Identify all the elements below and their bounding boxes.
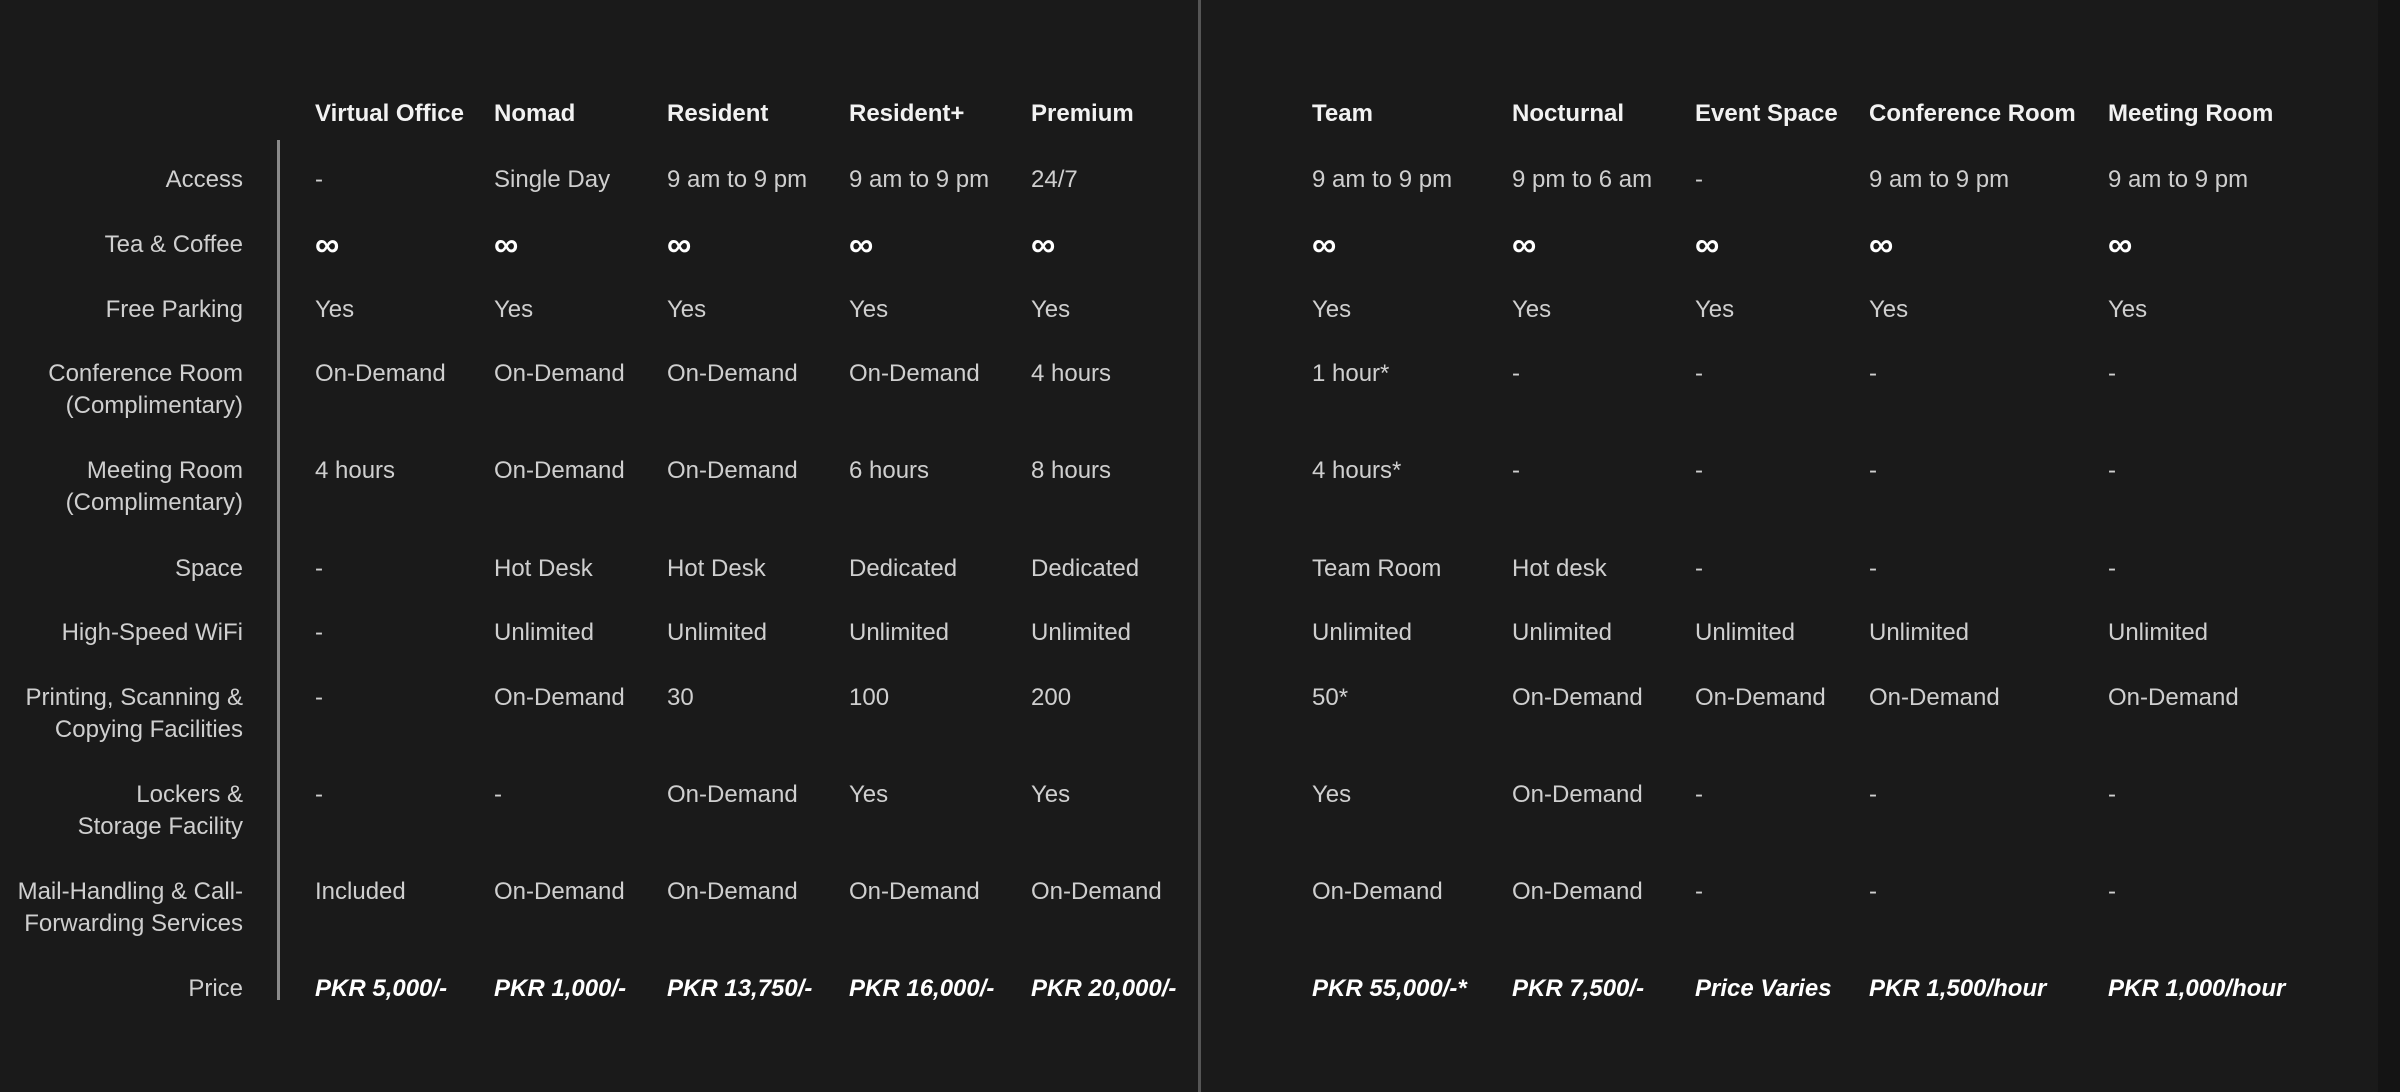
column-header-resident: Resident+ <box>849 100 965 127</box>
table-cell: Price Varies <box>1695 975 1832 1002</box>
infinity-icon: ∞ <box>494 226 519 264</box>
column-header-nomad: Nomad <box>494 100 576 127</box>
table-cell: Yes <box>667 296 707 323</box>
right-edge-band <box>2378 0 2400 1092</box>
table-cell: - <box>1695 878 1703 905</box>
row-label-tea-coffee <box>105 229 243 261</box>
table-cell: Unlimited <box>1512 619 1613 646</box>
table-cell: - <box>2108 360 2116 387</box>
column-header-premium: Premium <box>1031 100 1134 127</box>
row-label-line: Price <box>188 975 243 1002</box>
row-label-line: Access <box>165 166 243 193</box>
table-cell: Yes <box>849 781 889 808</box>
table-cell: Yes <box>1512 296 1552 323</box>
table-cell: 30 <box>667 684 694 711</box>
table-cell: Yes <box>315 296 355 323</box>
table-cell: 9 pm to 6 am <box>1512 166 1653 193</box>
table-cell: Hot desk <box>1512 555 1607 582</box>
table-cell: Unlimited <box>1312 619 1413 646</box>
row-label-line: Lockers & <box>136 781 243 808</box>
table-cell: 4 hours <box>315 457 396 484</box>
table-cell: - <box>315 619 323 646</box>
table-cell: PKR 55,000/-* <box>1312 975 1467 1002</box>
table-cell: PKR 20,000/- <box>1031 975 1177 1002</box>
table-cell: 9 am to 9 pm <box>2108 166 2249 193</box>
row-label-line: High-Speed WiFi <box>61 619 243 646</box>
table-cell: - <box>315 781 323 808</box>
table-cell: 4 hours <box>1031 360 1112 387</box>
infinity-icon: ∞ <box>315 226 340 264</box>
table-cell: On-Demand <box>494 684 625 711</box>
table-cell: On-Demand <box>667 360 798 387</box>
row-label-conference-room-complimentary <box>48 358 243 422</box>
center-divider <box>1198 0 1201 1092</box>
table-cell: Dedicated <box>1031 555 1140 582</box>
table-cell: Included <box>315 878 406 905</box>
row-label-meeting-room-complimentary <box>66 455 243 519</box>
table-cell: 50* <box>1312 684 1349 711</box>
table-cell: PKR 16,000/- <box>849 975 995 1002</box>
row-label-printing-scanning-copying-facilities <box>26 682 243 746</box>
table-cell: Single Day <box>494 166 611 193</box>
row-label-line: Conference Room <box>48 360 243 387</box>
table-cell: Hot Desk <box>667 555 766 582</box>
infinity-icon: ∞ <box>1695 226 1720 264</box>
table-cell: On-Demand <box>667 457 798 484</box>
table-cell: On-Demand <box>1869 684 2000 711</box>
table-cell: - <box>315 555 323 582</box>
table-cell: Yes <box>1312 781 1352 808</box>
table-cell: - <box>2108 781 2116 808</box>
table-cell: PKR 1,000/- <box>494 975 627 1002</box>
table-cell: Yes <box>1312 296 1352 323</box>
row-label-line: Space <box>174 555 243 582</box>
infinity-icon: ∞ <box>667 226 692 264</box>
table-cell: PKR 7,500/- <box>1512 975 1645 1002</box>
row-label-space <box>175 553 243 585</box>
table-cell: On-Demand <box>494 360 625 387</box>
column-header-nocturnal: Nocturnal <box>1512 100 1625 127</box>
row-label-access <box>166 164 243 196</box>
table-cell: Dedicated <box>849 555 958 582</box>
row-label-line: (Complimentary) <box>65 489 243 516</box>
table-cell: 8 hours <box>1031 457 1112 484</box>
column-header-event-space: Event Space <box>1695 100 1838 127</box>
table-cell: Yes <box>1869 296 1909 323</box>
row-label-line: Forwarding Services <box>24 910 243 937</box>
table-cell: 9 am to 9 pm <box>1312 166 1453 193</box>
table-cell: On-Demand <box>1031 878 1162 905</box>
table-cell: - <box>2108 878 2116 905</box>
row-label-line: Storage Facility <box>77 813 243 840</box>
table-cell: 24/7 <box>1031 166 1078 193</box>
table-cell: On-Demand <box>667 781 798 808</box>
table-cell: On-Demand <box>1695 684 1826 711</box>
column-header-conference-room: Conference Room <box>1869 100 2076 127</box>
table-cell: Unlimited <box>1031 619 1132 646</box>
table-cell: 9 am to 9 pm <box>1869 166 2010 193</box>
table-cell: On-Demand <box>849 360 980 387</box>
table-cell: On-Demand <box>667 878 798 905</box>
table-cell: 9 am to 9 pm <box>667 166 808 193</box>
table-cell: - <box>1869 555 1877 582</box>
infinity-icon: ∞ <box>1512 226 1537 264</box>
table-cell: - <box>1695 166 1703 193</box>
table-cell: On-Demand <box>1312 878 1443 905</box>
column-header-team: Team <box>1312 100 1373 127</box>
table-cell: - <box>1695 781 1703 808</box>
table-cell: - <box>1695 457 1703 484</box>
table-cell: Yes <box>1695 296 1735 323</box>
row-label-line: (Complimentary) <box>65 392 243 419</box>
table-cell: Unlimited <box>494 619 595 646</box>
table-cell: PKR 5,000/- <box>315 975 448 1002</box>
infinity-icon: ∞ <box>849 226 874 264</box>
table-cell: On-Demand <box>494 878 625 905</box>
table-cell: - <box>2108 457 2116 484</box>
row-label-high-speed-wifi <box>62 617 243 649</box>
table-cell: Unlimited <box>1869 619 1970 646</box>
row-label-free-parking <box>106 294 243 326</box>
table-cell: - <box>1512 360 1520 387</box>
table-cell: Yes <box>1031 781 1071 808</box>
table-cell: Yes <box>849 296 889 323</box>
table-cell: Unlimited <box>849 619 950 646</box>
table-cell: - <box>1512 457 1520 484</box>
column-header-virtual-office: Virtual Office <box>315 100 464 127</box>
table-cell: On-Demand <box>494 457 625 484</box>
table-cell: On-Demand <box>315 360 446 387</box>
table-cell: On-Demand <box>2108 684 2239 711</box>
table-cell: On-Demand <box>1512 684 1643 711</box>
row-label-line: Printing, Scanning & <box>25 684 243 711</box>
table-cell: - <box>315 684 323 711</box>
table-cell: Unlimited <box>2108 619 2209 646</box>
table-cell: PKR 1,000/hour <box>2108 975 2286 1002</box>
row-label-line: Mail-Handling & Call- <box>17 878 243 905</box>
infinity-icon: ∞ <box>1312 226 1337 264</box>
table-cell: - <box>1695 360 1703 387</box>
table-cell: 1 hour* <box>1312 360 1390 387</box>
table-cell: Unlimited <box>667 619 768 646</box>
table-cell: Hot Desk <box>494 555 593 582</box>
row-label-price <box>188 973 243 1005</box>
row-label-line: Meeting Room <box>86 457 243 484</box>
table-cell: 6 hours <box>849 457 930 484</box>
table-cell: PKR 13,750/- <box>667 975 813 1002</box>
table-cell: - <box>1695 555 1703 582</box>
table-cell: - <box>1869 878 1877 905</box>
infinity-icon: ∞ <box>2108 226 2133 264</box>
table-cell: On-Demand <box>849 878 980 905</box>
table-cell: On-Demand <box>1512 878 1643 905</box>
table-cell: - <box>494 781 502 808</box>
table-cell: Yes <box>1031 296 1071 323</box>
table-cell: Team Room <box>1312 555 1442 582</box>
table-cell: - <box>315 166 323 193</box>
table-cell: Unlimited <box>1695 619 1796 646</box>
infinity-icon: ∞ <box>1869 226 1894 264</box>
table-cell: 9 am to 9 pm <box>849 166 990 193</box>
table-cell: - <box>2108 555 2116 582</box>
row-label-mail-handling-call-forwarding-services <box>18 876 243 940</box>
column-header-meeting-room: Meeting Room <box>2108 100 2274 127</box>
table-cell: - <box>1869 360 1877 387</box>
table-cell: - <box>1869 457 1877 484</box>
table-cell: 100 <box>849 684 890 711</box>
table-cell: - <box>1869 781 1877 808</box>
table-cell: On-Demand <box>1512 781 1643 808</box>
table-cell: 4 hours* <box>1312 457 1402 484</box>
table-cell: Yes <box>2108 296 2148 323</box>
row-label-lockers-storage-facility <box>78 779 243 843</box>
infinity-icon: ∞ <box>1031 226 1056 264</box>
row-label-line: Tea & Coffee <box>104 231 243 258</box>
label-column-divider <box>277 140 280 1000</box>
column-header-resident: Resident <box>667 100 769 127</box>
table-cell: PKR 1,500/hour <box>1869 975 2047 1002</box>
table-cell: 200 <box>1031 684 1072 711</box>
row-label-line: Copying Facilities <box>54 716 243 743</box>
row-label-line: Free Parking <box>105 296 243 323</box>
table-cell: Yes <box>494 296 534 323</box>
